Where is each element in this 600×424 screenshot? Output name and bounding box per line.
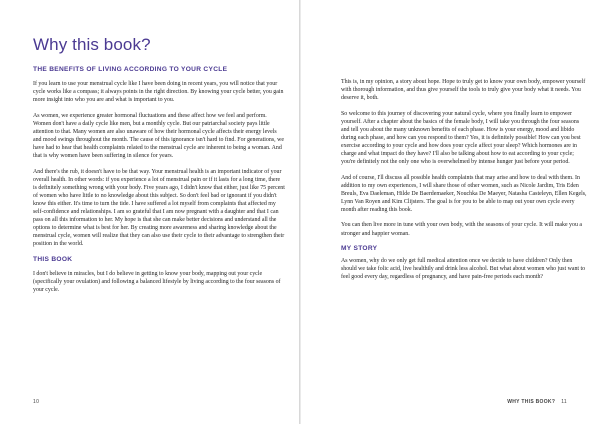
paragraph-complaints: And of course, I'll discuss all possible health complaints that may arise and how to deal with them. In addition to my own experiences, I will share those of other women, such as Nicole Jardim, Tris Eden Breuls, Eva Daeleman, Hilde De Baerdemaeker, Nouchka De Maeyer, Natasha Casteleyn, Ellen Kegels, Lynn Van Royen and Kim Clijsters. The goal is for you to be able to map out your own cycle every month after reading this book. [341, 174, 587, 213]
heading-benefits: THE BENEFITS OF LIVING ACCORDING TO YOUR CYCLE [33, 66, 228, 73]
paragraph-hormonal: As women, we experience greater hormonal fluctuations and these affect how we feel and perform. Women don't have a daily cycle like men, but a monthly cycle. But our patriarchal society pays little attention to that. Many women are also unaware of how their hormonal cycle affects their energy levels and mood swings throughout the month. The cause of this ignorance isn't hard to find. For generations, we have had to hear that health complaints related to the menstrual cycle are inherent to being a woman. And that is why women have been suffering in silence for years. [33, 112, 284, 160]
paragraph-rub: And there's the rub, it doesn't have to be that way. Your menstrual health is an important indicator of your overall health. In other words: if you experience a lot of menstrual pain or if it lasts for a long time, there is definitely something wrong with your body. Five years ago, I didn't know that either, just like 75 percent of women who have little to no knowledge about this subject. So don't feel bad or ignorant if you didn't know this either. It's time to turn the tide. I have suffered a lot myself from complaints that affected my self-confidence and relationships. I am so grateful that I am now pregnant with a daughter and that I can pass on all this information to her. My hope is that she can make better decisions and understand all the options to determine what is best for her. By creating more awareness and sharing knowledge about the menstrual cycle, women will realize that they can also use their cycle to their advantage to strengthen their position in the world. [33, 168, 285, 248]
paragraph-hope: This is, in my opinion, a story about hope. Hope to truly get to know your own body, empower yourself with thorough information, and thus give yourself the tools to truly give your body what it needs. You deserve it, both. [341, 79, 586, 102]
heading-this-book: THIS BOOK [33, 255, 73, 263]
paragraph-my-story: As women, why do we only get full medical attention once we decide to have children? Only then should we take folic acid, live healthily and drink less alcohol. But what about women who just want to feel good every day, regardless of pregnancy, and have pain-free periods each month? [341, 258, 586, 281]
running-head: WHY THIS BOOK? [507, 399, 556, 405]
footer-right [507, 399, 567, 405]
paragraph-compass: If you learn to use your menstrual cycle like I have been doing in recent years, you will notice that your cycle works like a compass; it always points in the right direction. By knowing your cycle better, you gain more insight into who you are and what is important to you. [33, 81, 284, 104]
heading-my-story: MY STORY [341, 245, 378, 253]
left-text-column [33, 66, 285, 302]
left-page [0, 0, 299, 424]
paragraph-this-book: I don't believe in miracles, but I do believe in getting to know your body, mapping out your cycle (specifically your ovulation) and following a balanced lifestyle by living according to the four seasons of your cycle. [33, 270, 281, 293]
chapter-title: Why this book? [33, 35, 151, 54]
paragraph-in-tune: You can then live more in tune with your own body, with the seasons of your cycle. It will make you a stronger and happier woman. [341, 222, 582, 237]
page-number-left: 10 [33, 399, 40, 405]
paragraph-journey: So welcome to this journey of discovering your natural cycle, where you finally learn to empower yourself. After a chapter about the basics of the female body, I will take you through the four seasons and tell you about the many unknown benefits of each phase. How is your energy, mood and libido during each phase, and how can you respond to them? Yes, it is definitely possible! How can you best exercise according to your cycle and how does your cycle affect your sleep? Which hormones are in charge and what impact do they have? I'll also be talking about how to eat according to your cycle; you're definitely not the only one who is overwhelmed by intense hunger just before your period. [341, 110, 581, 166]
page-number-right: 11 [561, 399, 567, 405]
right-page [301, 0, 600, 424]
right-text-column [341, 78, 589, 289]
